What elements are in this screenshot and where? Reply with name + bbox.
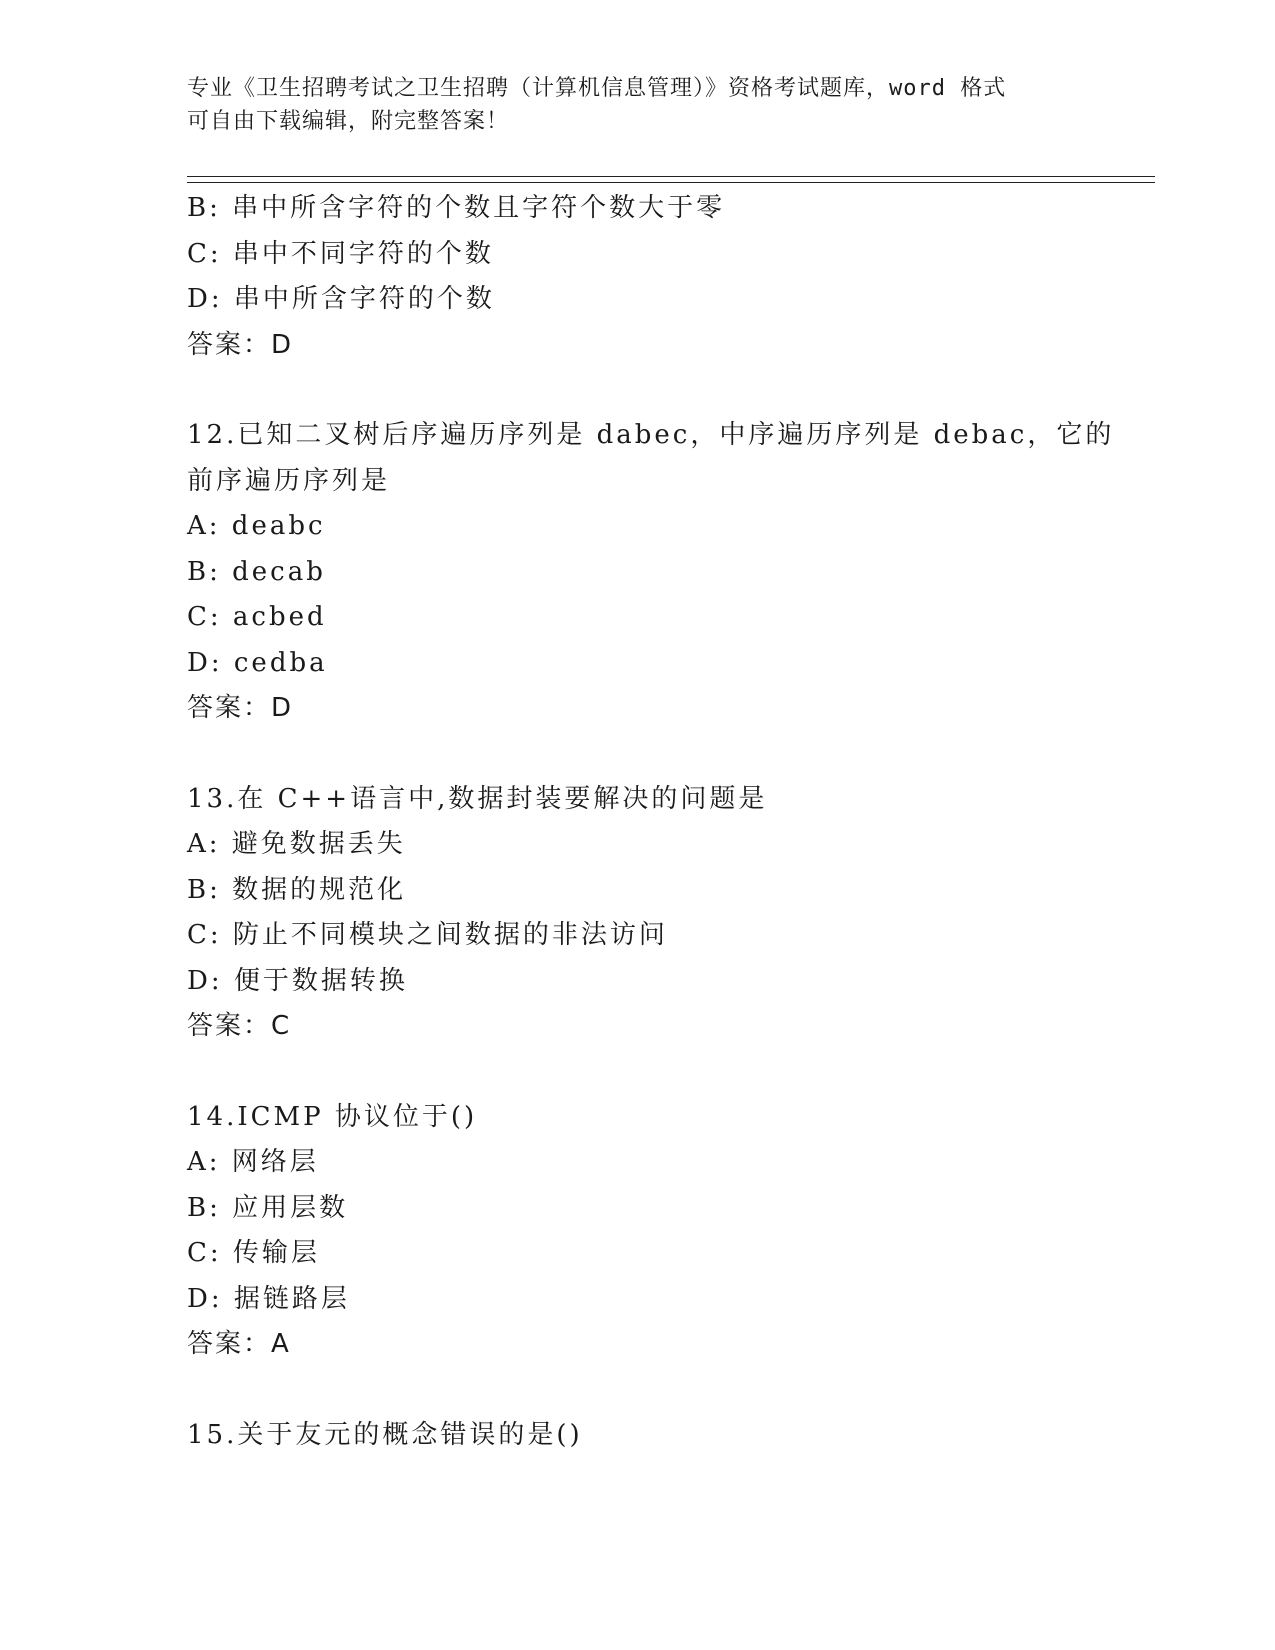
option-b: B: decab xyxy=(187,556,326,587)
option-c: C: acbed xyxy=(187,602,327,632)
option-d: D: 据链路层 xyxy=(187,1283,350,1314)
option-c: C: 防止不同模块之间数据的非法访问 xyxy=(187,920,668,950)
question-title: 15.关于友元的概念错误的是() xyxy=(187,1419,583,1450)
question-block-15 xyxy=(187,1413,1087,1459)
spacer xyxy=(187,368,1087,413)
answer-line: 答案：D xyxy=(187,329,294,360)
option-d: D: 串中所含字符的个数 xyxy=(187,284,495,314)
spacer xyxy=(187,732,1087,777)
header-divider-bottom xyxy=(187,182,1155,183)
question-title: 14.ICMP 协议位于() xyxy=(187,1101,478,1132)
option-b: B: 串中所含字符的个数且字符个数大于零 xyxy=(187,193,726,223)
question-list xyxy=(187,186,1115,1458)
option-c: C: 传输层 xyxy=(187,1238,320,1268)
spacer xyxy=(187,1050,1087,1095)
header-line-2: 可自由下载编辑，附完整答案！ xyxy=(187,109,510,134)
answer-line: 答案：D xyxy=(187,693,294,723)
option-d: D: cedba xyxy=(187,647,328,678)
header-line-1: 专业《卫生招聘考试之卫生招聘（计算机信息管理）》资格考试题库，word 格式 xyxy=(187,76,1007,101)
question-title: 13.在 C++语言中,数据封装要解决的问题是 xyxy=(187,783,768,814)
header-divider-top xyxy=(187,176,1155,177)
option-b: B: 应用层数 xyxy=(187,1192,349,1223)
option-a: A: 网络层 xyxy=(187,1147,319,1177)
answer-line: 答案：C xyxy=(187,1011,292,1041)
option-a: A: deabc xyxy=(187,511,326,541)
question-title-continued: 前序遍历序列是 xyxy=(187,465,391,496)
option-d: D: 便于数据转换 xyxy=(187,965,408,996)
question-block-12 xyxy=(187,413,1115,732)
answer-line: 答案：A xyxy=(187,1329,291,1359)
question-block-14 xyxy=(187,1095,1087,1368)
question-block-partial xyxy=(187,186,1087,368)
option-b: B: 数据的规范化 xyxy=(187,874,407,905)
option-c: C: 串中不同字符的个数 xyxy=(187,238,494,269)
question-block-13 xyxy=(187,777,1087,1050)
spacer xyxy=(187,1368,1087,1413)
question-title: 12.已知二叉树后序遍历序列是 dabec，中序遍历序列是 debac，它的 xyxy=(187,420,1115,450)
option-a: A: 避免数据丢失 xyxy=(187,829,406,859)
document-header xyxy=(187,72,1067,138)
